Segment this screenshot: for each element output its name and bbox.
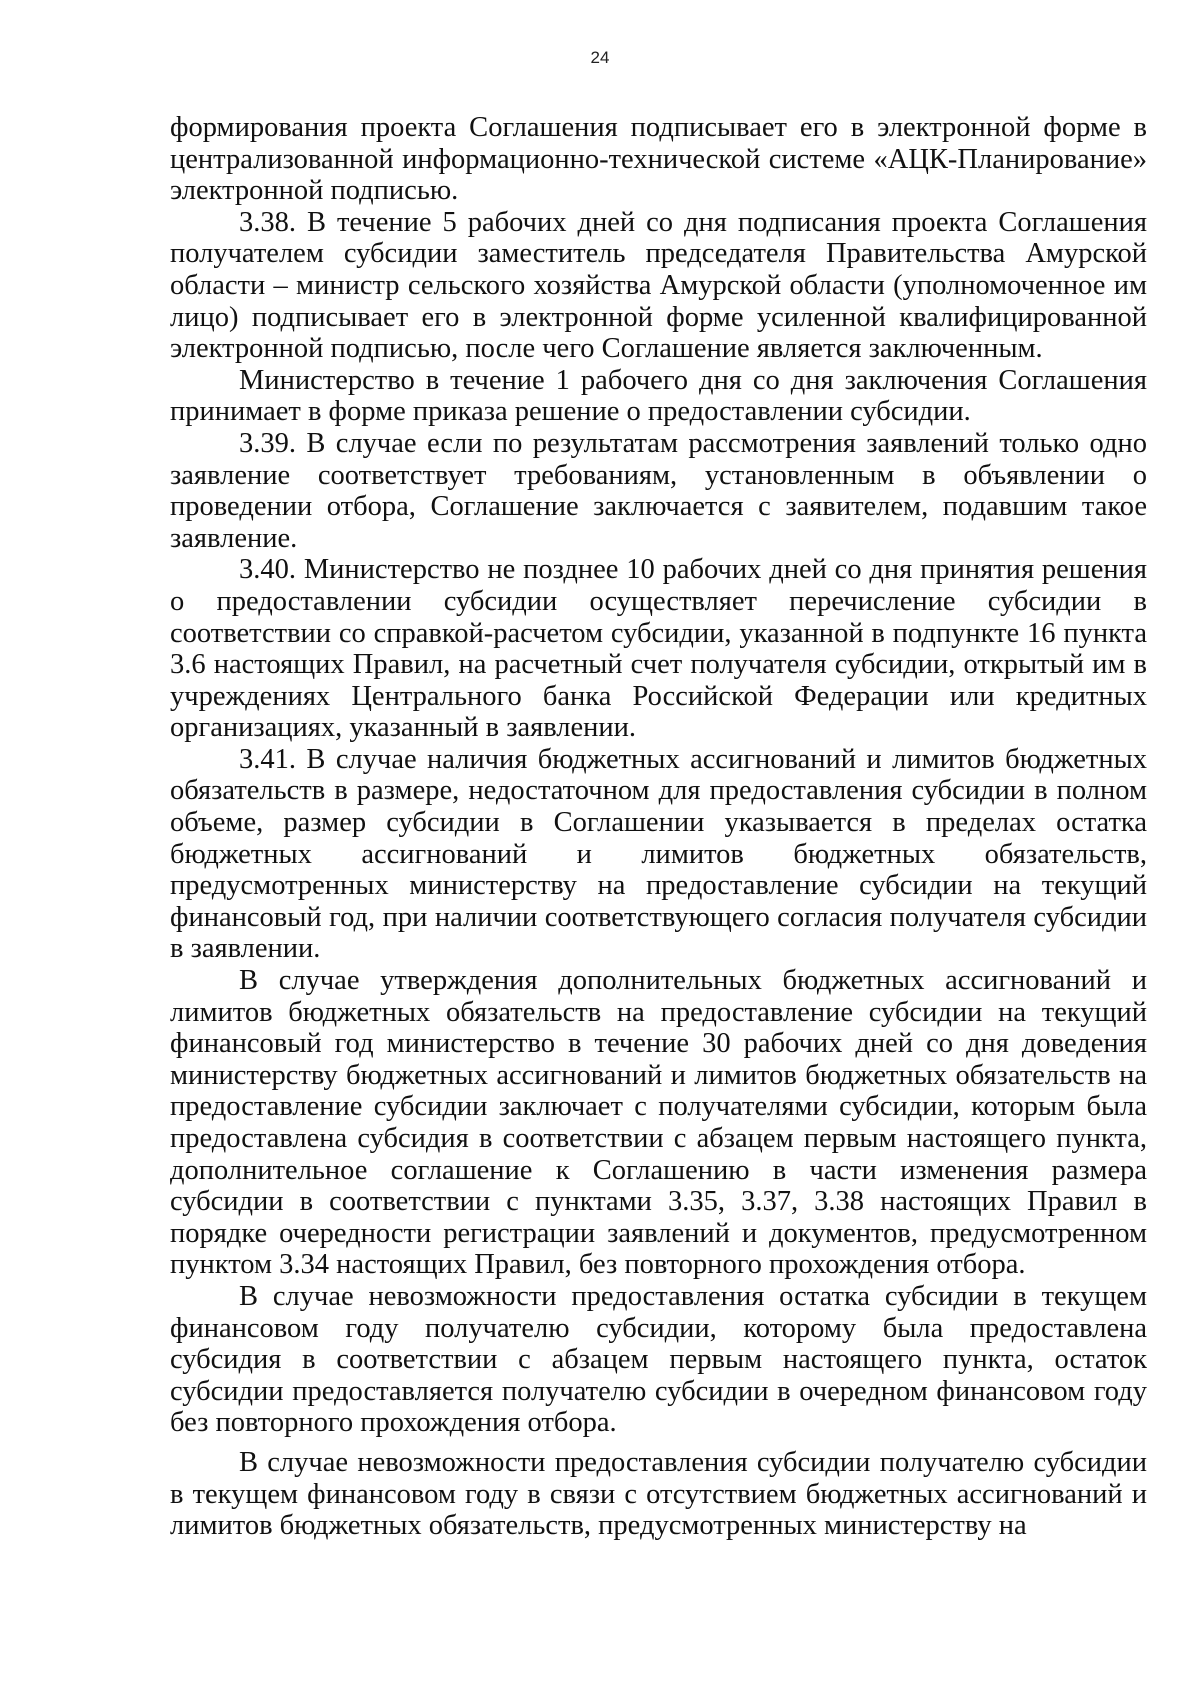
paragraph-impossibility: В случае невозможности предоставления субсидии получателю субсидии в текущем финансовом году в связи с отсутствием бюджетных ассигнований и лимитов бюджетных обязательств, предусмотренных министерству на (170, 1446, 1147, 1542)
paragraph-continuation: формирования проекта Соглашения подписывает его в электронной форме в централизованной информационно-технической системе «АЦК-Планирование» электронной подписью. (170, 112, 1147, 207)
paragraph-3-38: 3.38. В течение 5 рабочих дней со дня подписания проекта Соглашения получателем субсидии заместитель председателя Правительства Амурской области – министр сельского хозяйства Амурской области (уполномоченное им лицо) подписывает его в электронной форме усиленной квалифицированной электронной подписью, после чего Соглашение является заключенным. (170, 206, 1147, 365)
paragraph-additional-allocations: В случае утверждения дополнительных бюджетных ассигнований и лимитов бюджетных обязательств на предоставление субсидии на текущий финансовый год министерство в течение 30 рабочих дней со дня доведения министерству бюджетных ассигнований и лимитов бюджетных обязательств на предоставление субсидии заключает с получателями субсидии, которым была предоставлена субсидия в соответствии с абзацем первым настоящего пункта, дополнительное соглашение к Соглашению в части изменения размера субсидии в соответствии с пунктами 3.35, 3.37, 3.38 настоящих Правил в порядке очередности регистрации заявлений и документов, предусмотренном пунктом 3.34 настоящих Правил, без повторного прохождения отбора. (170, 965, 1147, 1281)
document-body (170, 112, 1147, 1542)
paragraph-remaining-subsidy: В случае невозможности предоставления остатка субсидии в текущем финансовом году получателю субсидии, которому была предоставлена субсидия в соответствии с абзацем первым настоящего пункта, остаток субсидии предоставляется получателю субсидии в очередном финансовом году без повторного прохождения отбора. (170, 1280, 1147, 1439)
paragraph-ministry-decision: Министерство в течение 1 рабочего дня со дня заключения Соглашения принимает в форме приказа решение о предоставлении субсидии. (170, 364, 1147, 428)
paragraph-3-40: 3.40. Министерство не позднее 10 рабочих дней со дня принятия решения о предоставлении субсидии осуществляет перечисление субсидии в соответствии со справкой-расчетом субсидии, указанной в подпункте 16 пункта 3.6 настоящих Правил, на расчетный счет получателя субсидии, открытый им в учреждениях Центрального банка Российской Федерации или кредитных организациях, указанный в заявлении. (170, 554, 1147, 744)
paragraph-3-41: 3.41. В случае наличия бюджетных ассигнований и лимитов бюджетных обязательств в размере, недостаточном для предоставления субсидии в полном объеме, размер субсидии в Соглашении указывается в пределах остатка бюджетных ассигнований и лимитов бюджетных обязательств, предусмотренных министерству на предоставление субсидии на текущий финансовый год, при наличии соответствующего согласия получателя субсидии в заявлении. (170, 743, 1147, 965)
paragraph-3-39: 3.39. В случае если по результатам рассмотрения заявлений только одно заявление соответствует требованиям, установленным в объявлении о проведении отбора, Соглашение заключается с заявителем, подавшим такое заявление. (170, 427, 1147, 554)
page-number: 24 (590, 48, 610, 67)
